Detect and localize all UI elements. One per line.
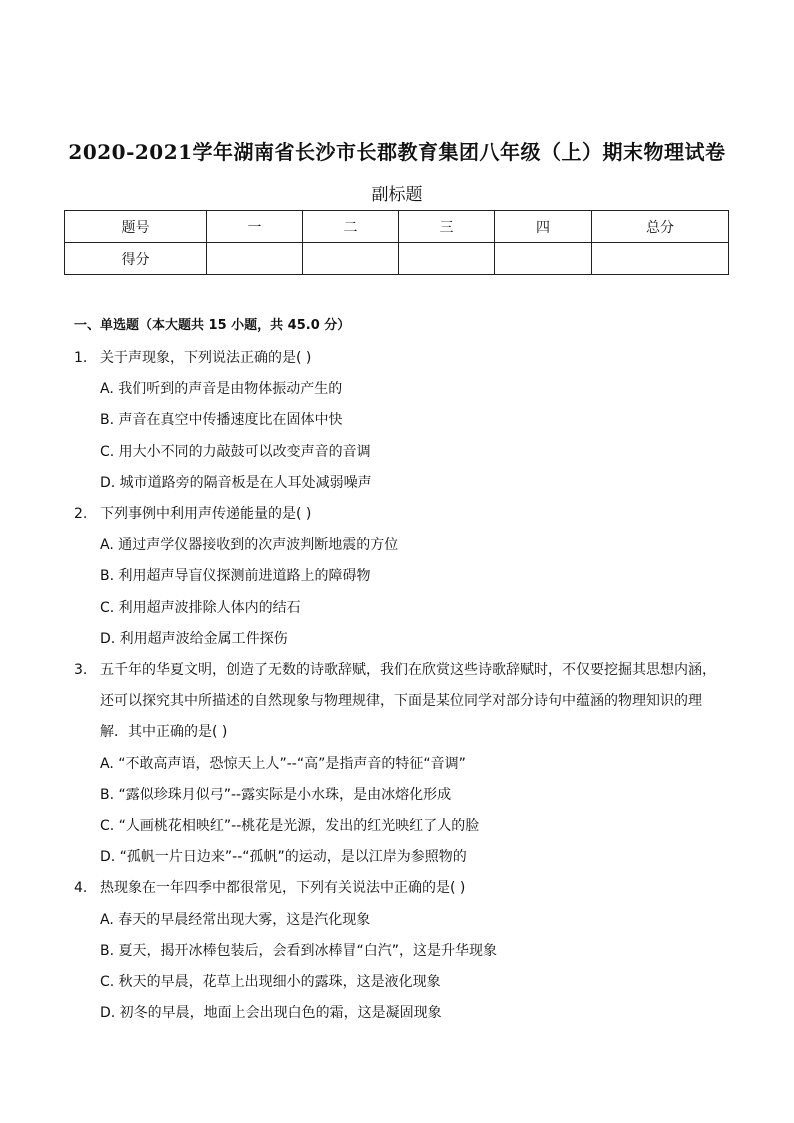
question-number: 1. [74,350,88,366]
question-number: 3. [74,662,88,679]
score-cell [303,243,399,275]
question-option: B. 声音在真空中传播速度比在固体中快 [100,412,343,429]
question-option: C. “人画桃花相映红”--桃花是光源，发出的红光映红了人的脸 [100,818,480,835]
section-heading: 一、单选题（本大题共 15 小题，共 45.0 分） [74,318,351,333]
question-number: 4. [74,880,88,897]
question-option: A. “不敢高声语，恐惊天上人”--“高”是指声音的特征“音调” [100,755,466,772]
question-option: B. 利用超声导盲仪探测前进道路上的障碍物 [100,568,371,585]
question-option: C. 秋天的早晨，花草上出现细小的露珠，这是液化现象 [100,974,441,991]
score-header-cell: 题号 [65,211,207,243]
score-table-header-row [65,211,729,243]
question-option: C. 利用超声波排除人体内的结石 [100,599,301,616]
question-option: D. 利用超声波给金属工件探伤 [100,630,288,647]
score-header-cell: 二 [303,211,399,243]
score-row-label: 得分 [65,243,207,275]
score-table [64,210,729,275]
score-cell [592,243,729,275]
question-option: D. 城市道路旁的隔音板是在人耳处减弱噪声 [100,474,372,491]
score-cell [495,243,592,275]
exam-title: 2020-2021学年湖南省长沙市长郡教育集团八年级（上）期末物理试卷 [68,140,726,164]
question-list [74,343,724,1029]
question-option: A. 通过声学仪器接收到的次声波判断地震的方位 [100,537,399,554]
question-stem: 五千年的华夏文明，创造了无数的诗歌辞赋，我们在欣赏这些诗歌辞赋时，不仅要挖掘其思想内涵， [100,662,716,679]
score-header-cell: 三 [399,211,495,243]
score-header-cell: 总分 [592,211,729,243]
question-stem-continued: 还可以探究其中所描述的自然现象与物理规律，下面是某位同学对部分诗句中蕴涵的物理知识的理 [100,693,702,710]
question [74,499,724,655]
question-stem-continued: 解．其中正确的是( ) [100,724,228,741]
question-option: A. 春天的早晨经常出现大雾，这是汽化现象 [100,911,371,928]
question [74,655,724,873]
question-stem: 关于声现象，下列说法正确的是( ) [100,350,312,366]
score-table-score-row [65,243,729,275]
score-cell [207,243,303,275]
question-option: B. 夏天，揭开冰棒包装后，会看到冰棒冒“白汽”，这是升华现象 [100,942,498,959]
question-option: C. 用大小不同的力敲鼓可以改变声音的音调 [100,443,371,460]
question [74,873,724,1029]
question-stem: 热现象在一年四季中都很常见，下列有关说法中正确的是( ) [100,880,466,897]
question-stem: 下列事例中利用声传递能量的是( ) [100,506,312,523]
question-option: D. 初冬的早晨，地面上会出现白色的霜，这是凝固现象 [100,1005,442,1022]
question-option: D. “孤帆一片日边来”--“孤帆”的运动，是以江岸为参照物的 [100,849,467,866]
question [74,343,724,499]
score-cell [399,243,495,275]
score-header-cell: 一 [207,211,303,243]
exam-subtitle: 副标题 [371,185,423,205]
question-option: A. 我们听到的声音是由物体振动产生的 [100,381,343,398]
question-option: B. “露似珍珠月似弓”--露实际是小水珠，是由冰熔化形成 [100,786,452,803]
question-number: 2. [74,506,88,523]
score-header-cell: 四 [495,211,592,243]
